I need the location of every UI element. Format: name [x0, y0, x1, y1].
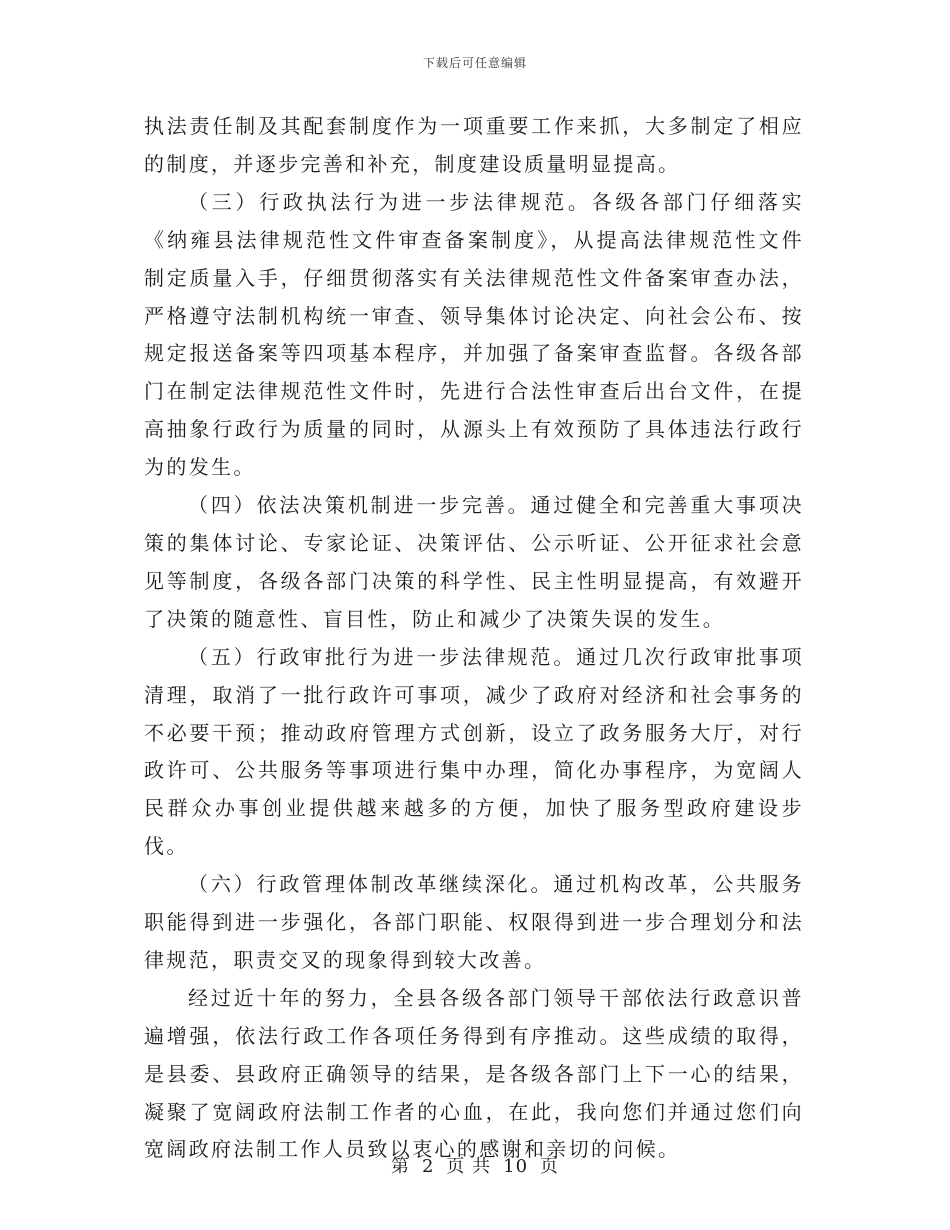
paragraph-1: 执法责任制及其配套制度作为一项重要工作来抓，大多制定了相应的制度，并逐步完善和补充，制度建设质量明显提高。: [144, 114, 804, 176]
paragraph-2: （三）行政执法行为进一步法律规范。各级各部门仔细落实《纳雍县法律规范性文件审查备案制度》，从提高法律规范性文件制定质量入手，仔细贯彻落实有关法律规范性文件备案审查办法，严格遵守法制机构统一审查、领导集体讨论决定、向社会公布、按规定报送备案等四项基本程序，并加强了备案审查监督。各级各部门在制定法律规范性文件时，先进行合法性审查后出台文件，在提高抽象行政行为质量的同时，从源头上有效预防了具体违法行政行为的发生。: [144, 189, 804, 480]
footer-prefix: 第: [390, 1156, 410, 1177]
paragraph-6: 经过近十年的努力，全县各级各部门领导干部依法行政意识普遍增强，依法行政工作各项任务得到有序推动。这些成绩的取得，是县委、县政府正确领导的结果，是各级各部门上下一心的结果，凝聚了宽阔政府法制工作者的心血，在此，我向您们并通过您们向宽阔政府法制工作人员致以衷心的感谢和亲切的问候。: [144, 985, 804, 1162]
footer-middle: 页 共: [446, 1156, 492, 1177]
document-body: [144, 108, 804, 1169]
paragraph-4: （五）行政审批行为进一步法律规范。通过几次行政审批事项清理，取消了一批行政许可事项，减少了政府对经济和社会事务的不必要干预；推动政府管理方式创新，设立了政务服务大厅，对行政许可、公共服务等事项进行集中办理，简化办事程序，为宽阔人民群众办事创业提供越来越多的方便，加快了服务型政府建设步伐。: [144, 644, 804, 859]
paragraph-5: （六）行政管理体制改革继续深化。通过机构改革，公共服务职能得到进一步强化，各部门职能、权限得到进一步合理划分和法律规范，职责交叉的现象得到较大改善。: [144, 872, 804, 972]
footer-suffix: 页: [540, 1156, 560, 1177]
paragraph-3: （四）依法决策机制进一步完善。通过健全和完善重大事项决策的集体讨论、专家论证、决策评估、公示听证、公开征求社会意见等制度，各级各部门决策的科学性、民主性明显提高，有效避开了决策的随意性、盲目性，防止和减少了决策失误的发生。: [144, 493, 804, 631]
page-header: 下载后可任意编辑: [422, 56, 527, 70]
page-footer: [0, 1152, 950, 1178]
current-page-number: 2: [421, 1156, 435, 1177]
total-pages-number: 10: [503, 1156, 529, 1177]
